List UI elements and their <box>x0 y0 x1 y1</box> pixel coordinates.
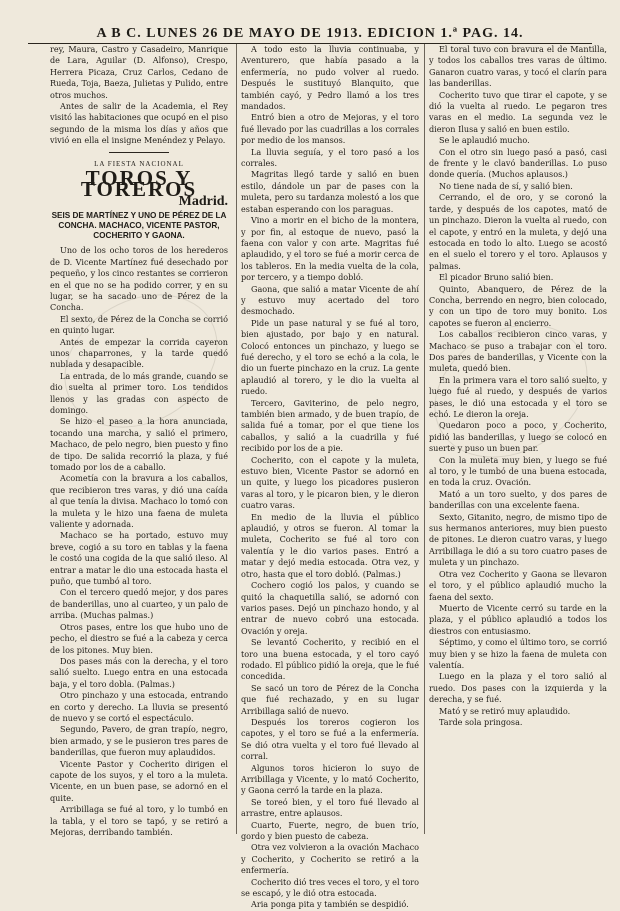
paragraph: Mató y se retiró muy aplaudido. <box>439 705 571 716</box>
paragraph: Con la muleta muy bien, y luego se fué al toro, y le tumbó de una buena estocada, en toda la cruz. Ovación. <box>429 454 607 488</box>
section-divider <box>109 152 169 153</box>
paragraph: Cochero cogió los palos, y cuando se quitó la chaquetilla salió, se adornó con varios pases. Dejó un pinchazo hondo, y al entrar de nuevo cobró una estocada. Ovación y oreja. <box>241 580 419 636</box>
paragraph: Cerrando, el de oro, y se coronó la tarde, y después de los capotes, mató de un pinchazo. Dieron la vuelta al ruedo, con el capote, y entró en la muleta, y dejó una estocada en todo lo alto. Luego se acostó en el suelo el torero y el toro. Aplausos y palmas. <box>429 192 607 271</box>
column-separator <box>424 44 425 834</box>
paragraph: Tercero, Gaviterino, de pelo negro, también bien armado, y de buen trapío, de salida fué a tomar, por el que tiene los caballos, y salió a la cuadrilla y fué recibido por los de a pie. <box>241 397 419 454</box>
paragraph: Vino a morir en el bicho de la montera, y por fin, al estoque de nuevo, pasó la faena con valor y con arte. Magritas fué aplaudido, y el toro se fué a morir cerca de los tableros. En la media vuelta de la cola, por tercero, y a tiempo dobló. <box>241 215 419 283</box>
paragraph: Gaona, que salió a matar Vicente de ahí y estuvo muy acertado del toro desmochado. <box>241 283 419 317</box>
paragraph: Segundo, Pavero, de gran trapío, negro, bien armado, y se le pusieron tres pares de banderillas, que fueron muy aplaudidos. <box>50 724 228 758</box>
paragraph: Se le aplaudió mucho. <box>439 135 530 146</box>
column-separator <box>236 44 237 834</box>
paragraph: Magritas llegó tarde y salió en buen estilo, dándole un par de pases con la muleta, pero su tardanza molestó a los que estaban esperando con los paraguas. <box>241 169 419 214</box>
paragraph: Se hizo el paseo a la hora anunciada, tocando una marcha, y salió el primero, Machaco, de pelo negro, bien puesto y fino de tipo. De salida recorrió la plaza, y fué tomado por los de a caballo. <box>50 416 228 472</box>
paragraph: Luego en la plaza y el toro salió al ruedo. Dos pases con la izquierda y la derecha, y se fué. <box>429 671 607 705</box>
article-subhead: SEIS DE MARTÍNEZ Y UNO DE PÉREZ DE LA CONCHA. MACHACO, VICENTE PASTOR, COCHERITO Y GAONA. <box>51 211 227 241</box>
paragraph: Cocherito tuvo que tirar el capote, y se dió la vuelta al ruedo. Le pegaron tres varas en el medio. La segunda vez le dieron Ilusa y salió en buen estilo. <box>429 89 607 134</box>
lead-paragraph: rey, Maura, Castro y Casadeiro, Manrique de Lara, Aguilar (D. Alfonso), Crespo, Herrera Picaza, Cruz Carlos, Cedano de Rueda, Toja, Baeza, Julietas y Pulido, entre otros muchos. <box>50 44 228 100</box>
paragraph: Con el tercero quedó mejor, y dos pares de banderillas, uno al cuarteo, y un palo de arriba. (Muchas palmas.) <box>50 587 229 621</box>
paragraph: Uno de los ocho toros de los herederos de D. Vicente Martínez fué desechado por pequeño, y los cinco restantes se corrieron en el que no se ha podido correr, y en su lugar, se ha sacado uno de Pérez de la Concha. <box>50 245 228 313</box>
paragraph: El picador Bruno salió bien. <box>439 272 554 283</box>
paragraph: Quinto, Abanquero, de Pérez de la Concha, berrendo en negro, bien colocado, y con un tipo de toro muy bonito. Los capotes se fueron al encierro. <box>429 283 607 328</box>
paragraph: Muerto de Vicente cerró su tarde en la plaza, y el público aplaudió a todos los diestros con entusiasmo. <box>429 602 607 636</box>
paragraph: Sexto, Gitanito, negro, de mismo tipo de sus hermanos anteriores, muy bien puesto de pitones. Le dieron cuatro varas, y luego Arribillaga le dió a su toro cuatro pases de muleta y un pinchazo. <box>429 511 607 568</box>
paragraph: El sexto, de Pérez de la Concha se corrió en quinto lugar. <box>50 313 228 336</box>
paragraph: Mató a un toro suelto, y dos pares de banderillas con una excelente faena. <box>429 488 607 511</box>
paragraph: Otra vez volvieron a la ovación Machaco y Cocherito, y Cocherito se retiró a la enfermería. <box>241 842 419 876</box>
paragraph: Acometía con la bravura a los caballos, que recibieron tres varas, y dió una caída al que tenía la divisa. Machaco lo tomó con la muleta y le hizo una faena de muleta valiente y adornada. <box>50 473 228 530</box>
paragraph: Séptimo, y como el último toro, se corrió muy bien y se hizo la faena de muleta con valentía. <box>429 637 607 670</box>
paragraph: En medio de la lluvia el público aplaudió, y otros se fueron. Al tomar la muleta, Cocherito se fué al toro con valentía y le dio varios pases. Entró a matar y dejó media estocada. Otra vez, y otro, hasta que el toro dobló. (Palmas.) <box>241 511 419 579</box>
paragraph: Otro pinchazo y una estocada, entrando en corto y derecho. La lluvia se presentó de nuevo y se cortó el espectáculo. <box>50 690 228 723</box>
paragraph: Cocherito, con el capote y la muleta, estuvo bien, Vicente Pastor se adornó en un quite, y luego los picadores pusieron varas al toro, y le picaron bien, y le dieron cuatro varas. <box>241 454 419 511</box>
paragraph: Pide un pase natural y se fué al toro, bien ajustado, por bajo y en natural. Colocó entonces un pinchazo, y luego se fué derecho, y el toro se echó a la cola, le dio un fuerte pinchazo en la cruz. La gente aplaudió al torero, y le dio la vuelta al ruedo. <box>241 317 419 397</box>
paragraph: Se toreó bien, y el toro fué llevado al arrastre, entre aplausos. <box>241 796 419 819</box>
article-place: Madrid. <box>178 193 228 209</box>
paragraph: Dos pases más con la derecha, y el toro salió suelto. Luego entra en una estocada baja, y el toro dobla. (Palmas.) <box>50 655 228 689</box>
column-2 <box>241 44 419 910</box>
paragraph: Tarde sola pringosa. <box>439 716 523 727</box>
paragraph: Machaco se ha portado, estuvo muy breve, cogió a su toro en tablas y la faena le costó una cogida de la que salió ileso. Al entrar a matar le dio una estocada hasta el puño, que tumbó al toro. <box>50 530 228 587</box>
paragraph: Cocherito dió tres veces el toro, y el toro se escapó, y le dió otra estocada. <box>241 876 419 899</box>
article-title: TOROS Y TOREROS <box>80 166 198 202</box>
paragraph: Arribillaga se fué al toro, y lo tumbó en la tabla, y el toro se tapó, y se retiró a Mejoras, derribando también. <box>50 804 228 837</box>
paragraph: Se sacó un toro de Pérez de la Concha que fué rechazado, y en su lugar Arribillaga salió de nuevo. <box>241 682 419 716</box>
paragraph: Antes de empezar la corrida cayeron unos chaparrones, y la tarde quedó nublada y desapacible. <box>50 336 228 370</box>
paragraph: En la primera vara el toro salió suelto, y luego fué al ruedo, y después de varios pases, le dió una estocada y el toro se echó. Le dieron la oreja. <box>429 374 607 419</box>
paragraph: A todo esto la lluvia continuaba, y Aventurero, que había pasado a la enfermería, no pudo volver al ruedo. Después le sustituyó Blanquito, que también cayó, y Pedro llamó a los tres mandados. <box>241 44 419 112</box>
paragraph: Vicente Pastor y Cocherito dirigen el capote de los suyos, y el toro a la muleta. Vicente, en un buen pase, se adornó en el quite. <box>50 758 228 803</box>
paragraph: Quedaron poco a poco, y Cocherito, pidió las banderillas, y luego se colocó en suerte y puso un buen par. <box>429 420 607 454</box>
column-3 <box>429 44 607 834</box>
paragraph: No tiene nada de sí, y salió bien. <box>439 180 573 191</box>
paragraph: Aria ponga pita y también se despidió. <box>251 899 409 910</box>
paragraph: Entró bien a otro de Mejoras, y el toro fué llevado por las cuadrillas a los corrales por medio de los mansos. <box>241 112 419 146</box>
paragraph: Otros pases, entre los que hubo uno de pecho, el diestro se fué a la cabeza y cerca de los pitones. Muy bien. <box>50 621 228 655</box>
paragraph: La lluvia seguía, y el toro pasó a los corrales. <box>241 146 419 169</box>
column-1 <box>50 44 229 837</box>
section-label: LA FIESTA NACIONAL <box>94 159 184 168</box>
paragraph: Otra vez Cocherito y Gaona se llevaron el toro, y el público aplaudió mucho la faena del sexto. <box>429 568 607 602</box>
paragraph: Antes de salir de la Academia, el Rey visitó las habitaciones que ocupó en el piso segundo de la misma los días y años que vivió en ella el insigne Menéndez y Pelayo. <box>50 101 228 146</box>
paragraph: Después los toreros cogieron los capotes, y el toro se fué a la enfermería. Se dió otra vuelta y el toro fué llevado al corral. <box>241 716 419 762</box>
paragraph: Los caballos recibieron cinco varas, y Machaco se puso a trabajar con el toro. Dos pares de banderillas, y Vicente con la muleta, quedó bien. <box>429 329 607 374</box>
paragraph: Algunos toros hicieron lo suyo de Arribillaga y Vicente, y lo mató Cocherito, y Gaona cerró la tarde en la plaza. <box>241 762 419 796</box>
paragraph: Se levantó Cocherito, y recibió en el toro una buena estocada, y el toro cayó rodado. El público pidió la oreja, que le fué concedida. <box>241 637 419 682</box>
paragraph: La entrada, de lo más grande, cuando se dio suelta al primer toro. Los tendidos llenos y las gradas con aspecto de domingo. <box>50 370 228 415</box>
paragraph: El toral tuvo con bravura el de Mantilla, y todos los caballos tres varas de último. Ganaron cuatro varas, y tocó el clarín para las banderillas. <box>429 44 607 89</box>
paragraph: Cuarto, Fuerte, negro, de buen trío, gordo y bien puesto de cabeza. <box>241 819 419 842</box>
paragraph: Con el otro sin luego pasó a pasó, casi de frente y le clavó banderillas. Lo puso donde quería. (Muchos aplausos.) <box>429 146 607 180</box>
page-header: A B C. LUNES 26 DE MAYO DE 1913. EDICION 1.ª PAG. 14. <box>96 26 524 41</box>
